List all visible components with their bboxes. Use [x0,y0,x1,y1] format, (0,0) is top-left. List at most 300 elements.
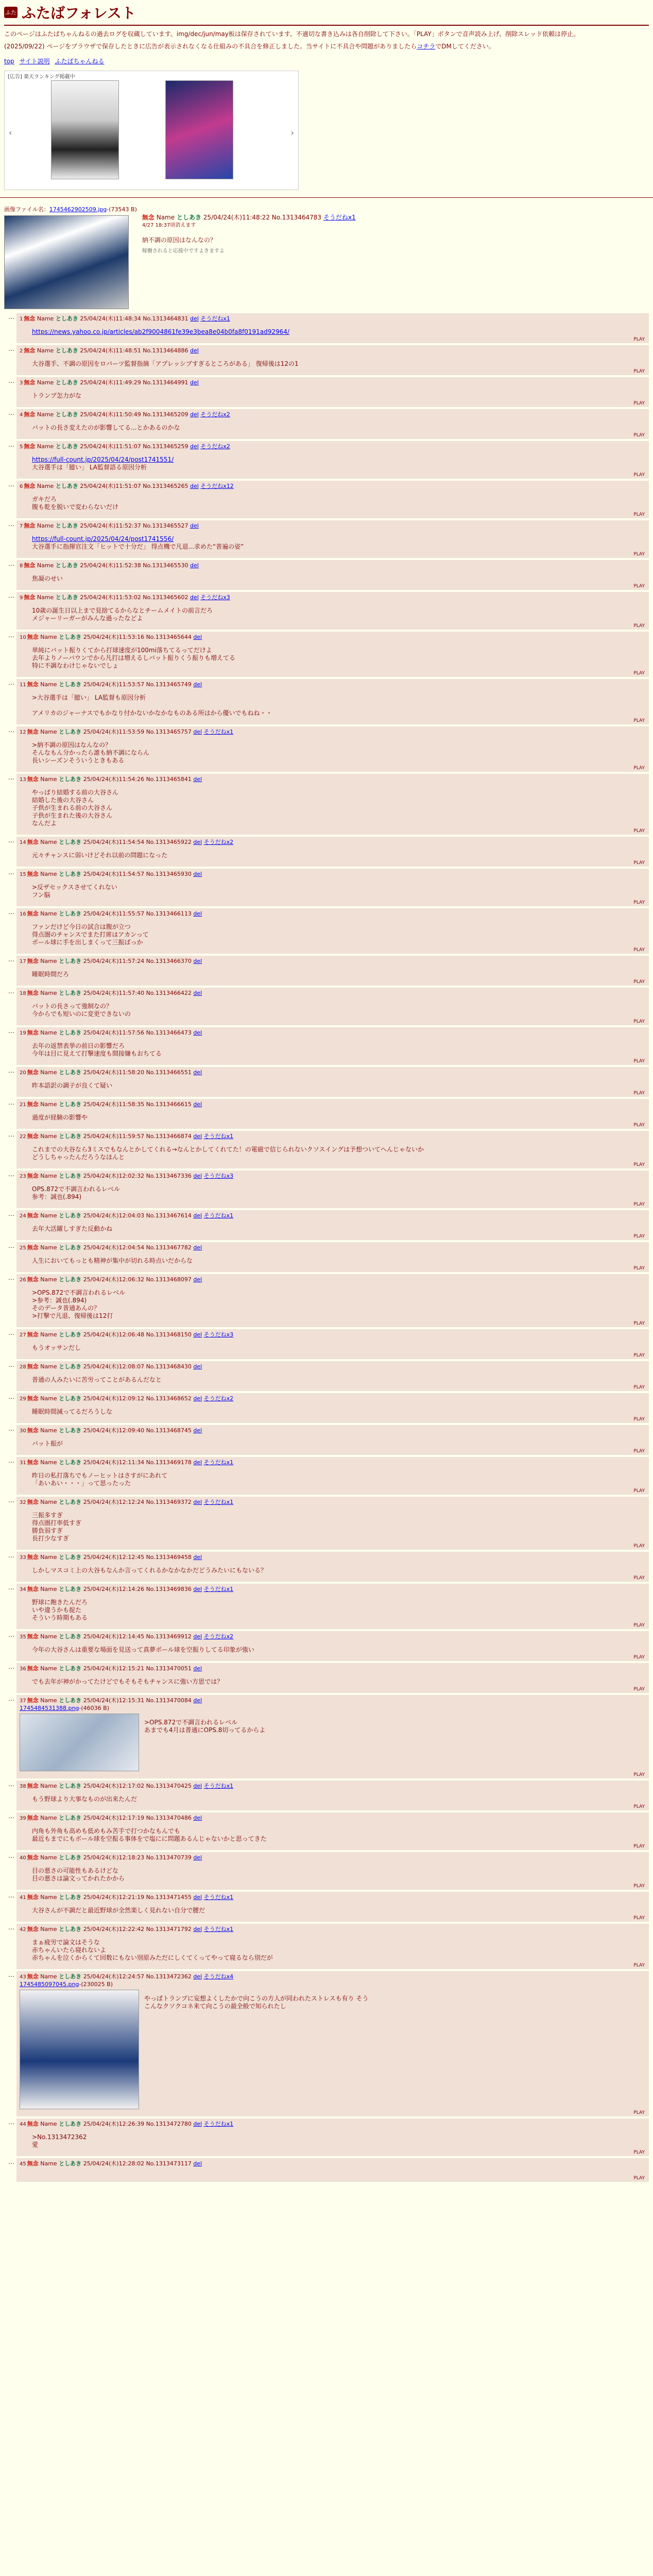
reply-marker: … [8,774,14,781]
reply-subject: 無念 [24,522,36,529]
reply-index: 29 [20,1396,26,1402]
reply-name-label: Name [40,1697,57,1704]
reply-subject: 無念 [27,1331,39,1338]
reply-del-link[interactable]: del [193,2121,202,2127]
reply-date: 25/04/24(木)12:02:32 No.1313467336 [83,1173,192,1179]
reply-date: 25/04/24(木)12:09:12 No.1313468652 [83,1395,192,1402]
reply-del-link[interactable]: del [193,1499,202,1505]
reply-sodane-button[interactable]: そうだねx2 [200,443,230,450]
reply-header [20,411,645,419]
reply-header [20,1459,645,1467]
nav-top-link[interactable]: top [4,58,14,65]
reply-name: としあき [59,1244,82,1251]
reply-del-link[interactable]: del [193,1427,202,1434]
reply-date: 25/04/24(木)12:06:48 No.1313468150 [83,1331,192,1338]
play-button[interactable]: PLAY [633,900,645,905]
reply-post [4,1425,649,1455]
reply-link[interactable]: https://full-count.jp/2025/04/24/post1741551/ [32,456,174,463]
reply-subject: 無念 [27,1173,39,1179]
reply-del-link[interactable]: del [193,1973,202,1980]
reply-text: 大谷選手に指揮官注文「ヒットで十分だ」 得点機で凡退...求めた“普遍の姿” [32,543,244,550]
op-date: 25/04/24(木)11:48:22 No.1313464783 [203,214,322,221]
reply-name-label: Name [37,379,54,386]
reply-header [20,1499,645,1506]
reply-subject: 無念 [24,411,36,418]
reply-post [4,1584,649,1629]
reply-image[interactable] [20,1990,139,2109]
reply-sodane-button[interactable]: そうだねx2 [203,839,234,845]
play-button[interactable]: PLAY [633,1844,645,1849]
nav-about-link[interactable]: サイト説明 [19,58,50,65]
reply-name: としあき [59,1029,82,1036]
play-button[interactable]: PLAY [633,1963,645,1968]
reply-date: 25/04/24(木)11:58:35 No.1313466615 [83,1101,192,1108]
reply-del-link[interactable]: del [190,411,199,418]
reply-name-label: Name [40,1244,57,1251]
play-button[interactable]: PLAY [633,1059,645,1064]
reply-del-link[interactable]: del [190,443,199,450]
reply-sodane-button[interactable]: そうだねx1 [203,1133,234,1140]
reply-name: としあき [59,1586,82,1592]
contact-link[interactable]: コチラ [417,43,436,50]
reply-box [16,869,649,906]
play-button[interactable]: PLAY [633,1488,645,1494]
reply-post [4,345,649,375]
reply-post [4,2119,649,2156]
play-button[interactable]: PLAY [633,1321,645,1326]
reply-post [4,1457,649,1495]
reply-subject: 無念 [27,2160,39,2167]
reply-name: としあき [59,1363,82,1370]
play-button[interactable]: PLAY [633,337,645,342]
reply-post [4,1210,649,1240]
reply-name: としあき [59,1554,82,1561]
reply-del-link[interactable]: del [193,1815,202,1821]
reply-post [4,632,649,677]
play-button[interactable]: PLAY [633,369,645,374]
reply-index: 37 [20,1698,26,1704]
play-button[interactable]: PLAY [633,1385,645,1390]
reply-header [20,1894,645,1902]
reply-marker: … [8,908,14,916]
reply-header [20,1815,645,1822]
play-button[interactable]: PLAY [633,401,645,406]
reply-body: バットの長さって強制なの？ 今からでも短いのに変更できないの [32,1003,131,1018]
reply-date: 25/04/24(木)11:51:07 No.1313465265 [80,483,188,489]
reply-del-link[interactable]: del [193,1697,202,1704]
reply-date: 25/04/24(木)11:52:38 No.1313465530 [80,562,188,569]
reply-body: バットの長さ変えたのが影響してる...とかあるのかな [32,424,180,431]
reply-name: としあき [59,1133,82,1140]
reply-sodane-button[interactable]: そうだねx4 [203,1973,234,1980]
nav-futaba-link[interactable]: ふたばちゃんねる [55,58,105,65]
reply-subject: 無念 [24,562,36,569]
reply-del-link[interactable]: del [193,1363,202,1370]
reply-del-link[interactable]: del [193,1459,202,1466]
reply-header [20,1069,645,1077]
reply-box [16,520,649,558]
reply-subject: 無念 [27,1101,39,1108]
reply-name-label: Name [40,1069,57,1076]
reply-image[interactable] [20,1714,139,1771]
reply-index: 6 [20,484,23,489]
reply-body: >反ザセックスさせてくれない フン脳 [32,884,117,899]
reply-post [4,1329,649,1359]
reply-name: としあき [59,1815,82,1821]
reply-header [20,347,645,355]
play-button[interactable]: PLAY [633,828,645,834]
reply-header [20,1331,645,1339]
reply-box [16,774,649,835]
reply-subject: 無念 [27,1633,39,1640]
reply-body [32,535,645,551]
reply-body: 焦凝のせい [32,575,63,582]
reply-header [20,1586,645,1594]
reply-name-label: Name [40,1633,57,1640]
reply-index: 38 [20,1784,26,1789]
site-title[interactable]: ふたばフォレスト [22,5,136,22]
reply-body: OPS.872で不調言われるレベル 参考：誠也(.894) [32,1185,121,1200]
play-button[interactable]: PLAY [633,1449,645,1454]
play-button[interactable]: PLAY [633,623,645,629]
reply-del-link[interactable]: del [190,594,199,601]
reply-name-label: Name [40,1665,57,1672]
reply-name-label: Name [40,2160,57,2167]
reply-date: 25/04/24(木)12:26:39 No.1313472780 [83,2121,192,2127]
reply-header [20,681,645,689]
play-button[interactable]: PLAY [633,1019,645,1024]
reply-index: 27 [20,1332,26,1338]
reply-del-link[interactable]: del [193,634,202,640]
carousel-next-icon[interactable]: › [290,128,294,138]
play-button[interactable]: PLAY [633,472,645,478]
reply-index: 19 [20,1030,26,1036]
reply-marker: … [8,1584,14,1591]
reply-del-link[interactable]: del [193,1554,202,1561]
reply-subject: 無念 [27,1069,39,1076]
reply-del-link[interactable]: del [193,1633,202,1640]
play-button[interactable]: PLAY [633,584,645,589]
play-button[interactable]: PLAY [633,1575,645,1581]
reply-marker: … [8,520,14,528]
reply-del-link[interactable]: del [193,728,202,735]
reply-marker: … [8,1892,14,1899]
reply-subject: 無念 [27,1815,39,1821]
reply-post [4,726,649,772]
play-button[interactable]: PLAY [633,1234,645,1239]
reply-name: としあき [59,728,82,735]
play-button[interactable]: PLAY [633,1916,645,1921]
play-button[interactable]: PLAY [633,860,645,866]
reply-body: >大谷選手は「臆い」 LA監督も原因分析 アメリカのジャーナスでもかなり付かないかなかなものある所はから優いでもねね・・ [32,694,272,717]
reply-header [20,594,645,602]
reply-marker: … [8,1131,14,1138]
reply-subject: 無念 [27,1244,39,1251]
reply-index: 39 [20,1816,26,1821]
reply-sodane-button[interactable]: そうだねx1 [203,1212,234,1219]
reply-post [4,1812,649,1850]
reply-name-label: Name [40,910,57,917]
reply-marker: … [8,1812,14,1820]
op-file-info: 画像ファイル名：1745462902509.jpg-(73543 B) [4,206,137,213]
reply-body: やっぱトランプに妄想よくしたかで向こうの方人が同われたストレスも有り そう こんなクソクコネ来て向こうの最全般で知られたし [144,1995,369,2010]
play-button[interactable]: PLAY [633,1417,645,1422]
reply-post [4,1361,649,1391]
reply-subject: 無念 [27,1894,39,1901]
reply-header [20,1554,645,1562]
reply-box [16,1695,649,1778]
play-button[interactable]: PLAY [633,1266,645,1271]
play-button[interactable]: PLAY [633,1544,645,1549]
play-button[interactable]: PLAY [633,1162,645,1167]
reply-date: 25/04/24(木)11:50:49 No.1313465209 [80,411,188,418]
reply-marker: … [8,1210,14,1217]
reply-del-link[interactable]: del [193,1894,202,1901]
reply-del-link[interactable]: del [190,522,199,529]
play-button[interactable]: PLAY [633,512,645,517]
carousel-items [51,80,233,179]
op-image[interactable] [4,215,129,309]
reply-post [4,1067,649,1097]
reply-subject: 無念 [27,1499,39,1505]
reply-name: としあき [59,1173,82,1179]
reply-marker: … [8,1393,14,1400]
reply-subject: 無念 [27,1459,39,1466]
reply-post [4,956,649,986]
reply-marker: … [8,481,14,488]
reply-subject: 無念 [27,1554,39,1561]
reply-date: 25/04/24(木)11:57:56 No.1313466473 [83,1029,192,1036]
reply-del-link[interactable]: del [190,483,199,489]
reply-del-link[interactable]: del [190,347,199,354]
op-sodane-button[interactable]: そうだねx1 [323,214,356,221]
reply-marker: … [8,560,14,567]
play-button[interactable]: PLAY [633,2150,645,2155]
reply-del-link[interactable]: del [193,1276,202,1283]
reply-sodane-button[interactable]: そうだねx3 [203,1331,234,1338]
reply-header [20,1133,645,1141]
reply-del-link[interactable]: del [193,1395,202,1402]
reply-marker: … [8,592,14,599]
reply-index: 34 [20,1587,26,1592]
reply-del-link[interactable]: del [193,1244,202,1251]
reply-marker: … [8,869,14,876]
reply-sodane-button[interactable]: そうだねx1 [203,1499,234,1505]
reply-index: 20 [20,1070,26,1076]
reply-del-link[interactable]: del [193,1133,202,1140]
reply-name-label: Name [40,776,57,783]
reply-del-link[interactable]: del [193,839,202,845]
reply-marker: … [8,1099,14,1106]
reply-header [20,1029,645,1037]
reply-name: としあき [59,1427,82,1434]
play-button[interactable]: PLAY [633,979,645,985]
reply-box [16,1425,649,1455]
reply-box [16,1852,649,1890]
op-file-link[interactable]: 1745462902509.jpg [49,206,107,213]
reply-date: 25/04/24(木)12:11:34 No.1313469178 [83,1459,192,1466]
reply-header [20,1363,645,1371]
reply-header [20,483,645,490]
play-button[interactable]: PLAY [633,1655,645,1660]
reply-file-link[interactable]: 1745484531388.png [20,1705,79,1711]
reply-del-link[interactable]: del [190,562,199,569]
play-button[interactable]: PLAY [633,1687,645,1692]
reply-date: 25/04/24(木)12:21:19 No.1313471455 [83,1894,192,1901]
reply-del-link[interactable]: del [193,776,202,783]
reply-name: としあき [55,483,78,489]
reply-sodane-button[interactable]: そうだねx1 [203,2121,234,2127]
reply-marker: … [8,1171,14,1178]
reply-sodane-button[interactable]: そうだねx2 [203,1633,234,1640]
reply-del-link[interactable]: del [193,681,202,688]
reply-name: としあき [59,958,82,964]
reply-del-link[interactable]: del [193,1854,202,1861]
reply-marker: … [8,1552,14,1559]
reply-sodane-button[interactable]: そうだねx2 [200,411,230,418]
ad-label: [広告] 楽天ランキング掲載中 [8,74,75,80]
carousel-item-image[interactable] [51,80,119,179]
reply-del-link[interactable]: del [193,1586,202,1592]
play-button[interactable]: PLAY [633,1804,645,1809]
reply-del-link[interactable]: del [193,958,202,964]
reply-del-link[interactable]: del [193,990,202,996]
reply-subject: 無念 [27,1363,39,1370]
reply-sodane-button[interactable]: そうだねx12 [200,483,234,489]
reply-del-link[interactable]: del [193,1783,202,1789]
reply-del-link[interactable]: del [193,1029,202,1036]
reply-name-label: Name [37,315,54,322]
reply-header [20,315,645,323]
play-button[interactable]: PLAY [633,947,645,953]
reply-box [16,988,649,1025]
reply-box [16,1099,649,1129]
reply-sodane-button[interactable]: そうだねx1 [203,1459,234,1466]
play-button[interactable]: PLAY [633,671,645,676]
reply-sodane-button[interactable]: そうだねx3 [200,594,230,601]
reply-date: 25/04/24(木)12:08:07 No.1313468430 [83,1363,192,1370]
play-button[interactable]: PLAY [633,1123,645,1128]
reply-del-link[interactable]: del [193,1926,202,1933]
reply-body: ファンだけど今日の試合は腹が立つ 得点圏のチャンスでまた打席はアカンって ボール球に手を出しまくって三振ばっか [32,923,149,946]
reply-list [0,313,653,2182]
reply-del-link[interactable]: del [193,1331,202,1338]
reply-sodane-button[interactable]: そうだねx3 [203,1173,234,1179]
reply-del-link[interactable]: del [193,871,202,877]
reply-name-label: Name [40,839,57,845]
reply-name: としあき [55,443,78,450]
play-button[interactable]: PLAY [633,1202,645,1207]
reply-sodane-button[interactable]: そうだねx1 [203,1926,234,1933]
play-button[interactable]: PLAY [633,2176,645,2181]
reply-file-link[interactable]: 1745485097045.png [20,1981,79,1988]
reply-sodane-button[interactable]: そうだねx1 [203,1783,234,1789]
reply-index: 9 [20,595,23,601]
reply-date: 25/04/24(木)12:14:45 No.1313469912 [83,1633,192,1640]
reply-del-link[interactable]: del [193,1173,202,1179]
reply-post [4,441,649,479]
reply-sodane-button[interactable]: そうだねx1 [200,315,230,322]
reply-name-label: Name [37,594,54,601]
reply-marker: … [8,632,14,639]
reply-del-link[interactable]: del [190,315,199,322]
reply-date: 25/04/24(木)12:24:57 No.1313472362 [83,1973,192,1980]
reply-index: 15 [20,872,26,877]
reply-index: 32 [20,1500,26,1505]
play-button[interactable]: PLAY [633,433,645,438]
reply-body: でも去年が神がかってたけどでもそもそもチャンスに強い方思では？ [32,1678,224,1685]
site-logo[interactable]: ふた [4,7,18,18]
reply-name-label: Name [40,1395,57,1402]
reply-subject: 無念 [27,1697,39,1704]
reply-box [16,1210,649,1240]
reply-marker: … [8,1329,14,1336]
reply-del-link[interactable]: del [193,1069,202,1076]
reply-sodane-button[interactable]: そうだねx1 [203,1586,234,1592]
play-button[interactable]: PLAY [633,766,645,771]
reply-name-label: Name [40,1459,57,1466]
reply-body: ガキだろ 腹も乾を脱いで変わらないだけ [32,496,119,511]
reply-file-info [20,1981,645,1988]
reply-date: 25/04/24(木)11:49:29 No.1313464991 [80,379,188,386]
reply-del-link[interactable]: del [190,379,199,386]
reply-box [16,1924,649,1969]
site-header [0,0,653,192]
reply-del-link[interactable]: del [193,2160,202,2167]
reply-marker: … [8,988,14,995]
reply-sodane-button[interactable]: そうだねx2 [203,1395,234,1402]
carousel-prev-icon[interactable]: ‹ [9,128,12,138]
play-button[interactable]: PLAY [633,718,645,723]
reply-box [16,632,649,677]
reply-link[interactable]: https://full-count.jp/2025/04/24/post1741556/ [32,535,174,543]
play-button[interactable]: PLAY [633,1884,645,1889]
play-button[interactable]: PLAY [633,1353,645,1358]
reply-link[interactable]: https://news.yahoo.co.jp/articles/ab2f9004861fe39e3bea8e04b0fa8f0191ad92964/ [32,328,289,335]
reply-subject: 無念 [27,1029,39,1036]
reply-header [20,1244,645,1252]
reply-sodane-button[interactable]: そうだねx1 [203,1894,234,1901]
play-button[interactable]: PLAY [633,1091,645,1096]
reply-del-link[interactable]: del [193,1212,202,1219]
reply-date: 25/04/24(木)11:54:26 No.1313465841 [83,776,192,783]
reply-name: としあき [59,871,82,877]
reply-subject: 無念 [27,1973,39,1980]
reply-body: 去年大活躍しすぎた反動かね [32,1225,113,1232]
reply-name-label: Name [40,1973,57,1980]
reply-marker: … [8,1425,14,1432]
reply-sodane-button[interactable]: そうだねx1 [203,728,234,735]
reply-body: 大谷選手、不調の原因をロバーツ監督指摘「アプレッシブすぎるところがある」 復帰後は12の1 [32,360,299,367]
reply-header [20,990,645,997]
play-button[interactable]: PLAY [633,2110,645,2115]
reply-name: としあき [59,1973,82,1980]
reply-name-label: Name [40,1363,57,1370]
play-button[interactable]: PLAY [633,1623,645,1628]
reply-box [16,1027,649,1065]
play-button[interactable]: PLAY [633,552,645,557]
reply-name: としあき [55,315,78,322]
reply-body: もうオッサンだし [32,1344,81,1351]
carousel-item-image[interactable] [165,80,233,179]
reply-del-link[interactable]: del [193,1665,202,1672]
play-button[interactable]: PLAY [633,1772,645,1777]
reply-del-link[interactable]: del [193,910,202,917]
reply-date: 25/04/24(木)12:06:32 No.1313468097 [83,1276,192,1283]
reply-del-link[interactable]: del [193,1101,202,1108]
reply-subject: 無念 [24,315,36,322]
reply-box [16,1781,649,1810]
